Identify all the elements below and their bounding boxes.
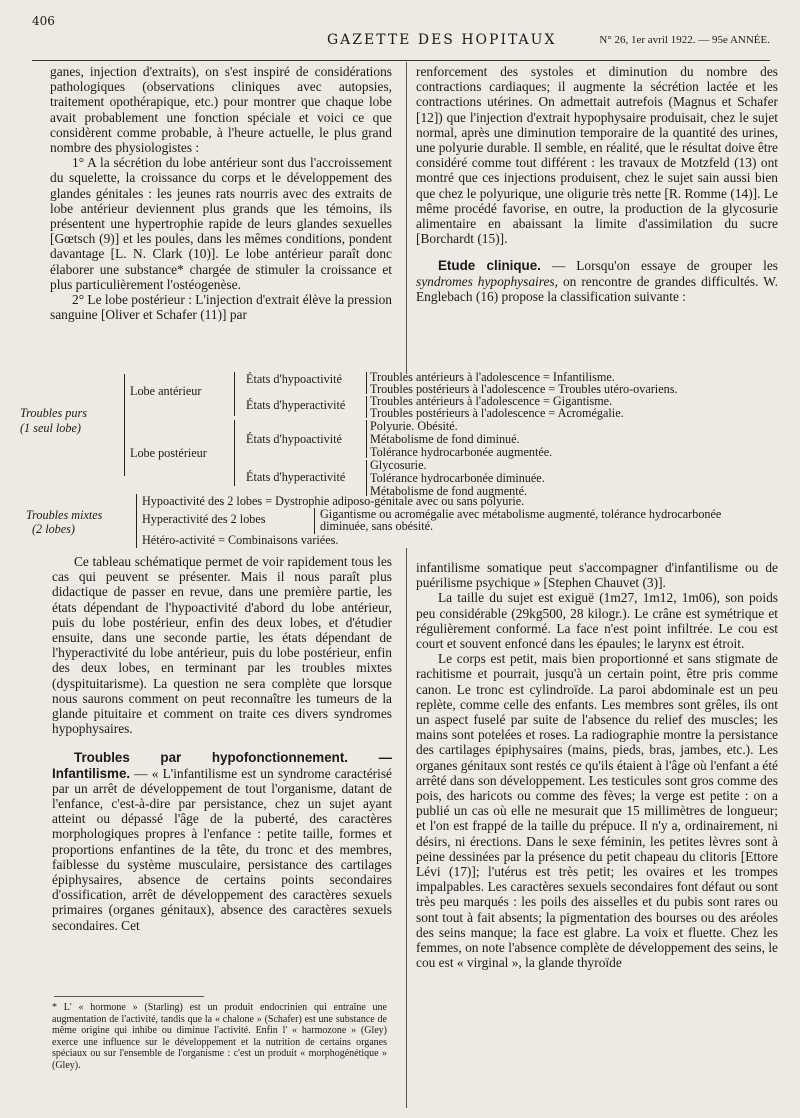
paragraph: ganes, injection d'extraits), on s'est inspiré de considérations pathologiques (observations cliniques avec autopsies, traitement opothérapique, etc.) pour montrer que chaque lobe avait probablement une fonction spéciale et voici ce que considèrent comme probable, à l'heure actuelle, le plus grand nombre des physiologistes : [50, 64, 392, 156]
table-entry: Troubles postérieurs à l'adolescence = Troubles utéro-ovariens. [370, 382, 678, 396]
page-number: 406 [32, 14, 55, 28]
table-caption: (2 lobes) [32, 522, 75, 536]
row-label: États d'hyperactivité [246, 470, 346, 484]
column-divider [406, 548, 407, 1108]
table-entry: Métabolisme de fond diminué. [370, 432, 520, 446]
paragraph [52, 750, 392, 932]
brace [366, 372, 367, 394]
row-label: États d'hypoactivité [246, 372, 342, 386]
brace [314, 508, 315, 534]
table-entry: Métabolisme de fond augmenté. [370, 484, 528, 498]
paragraph: Le corps est petit, mais bien proportionné et sans stigmate de rachitisme et pourrait, jusqu'à un certain point, être pris comme canon. Le tronc est cylindroïde. La paroi abdominale est un peu replète, comme celle des enfants. Les membres sont grêles, ils ont un aspect fuselé par suite de l'absence du relief des muscles; les mains sont potelées et roses. La radiographie montre la persistance des cartilages épiphysaires (mains, pieds, bras, jambes, etc.). Les organes génitaux sont restés ce qu'ils étaient à l'âge où l'enfant a été arrêté dans son développement. Les testicules sont gros comme des pois, des haricots ou comme des fèves; la verge est petite : on a publié un cas où elle ne mesurait que 15 millimètres de longueur; et l'on est frappé de la taille du prépuce. Il n'y a, ordinairement, ni désirs, ni érections. Dans le sexe féminin, les petites lèvres sont à peine dessinées par la présence du petit chapeau du clitoris [Ettore Lévi (17)]; l'utérus est très petit; les ovaires et les trompes impalpables. Les caractères sexuels secondaires font défaut ou sont très peu marqués : les poils des aisselles et du pubis sont rares ou sont tout à fait absents; la pigmentation des bourses ou des aréoles des seins manque; la face est glabre. La voix et fluette. Chez les femmes, on note l'absence complète de développement des seins, le cou est « virginal », la glande thyroïde [416, 651, 778, 971]
table-entry: Polyurie. Obésité. [370, 419, 458, 433]
table-entry: Tolérance hydrocarbonée diminuée. [370, 471, 545, 485]
text-run: — Lorsqu'on essaye de grouper les [540, 258, 778, 274]
table-caption: Troubles purs [20, 406, 87, 420]
emphasis: syndromes hypophysaires, [416, 273, 558, 289]
brace [366, 420, 367, 458]
column-1 [50, 64, 392, 322]
brace [366, 460, 367, 496]
paragraph: 1° A la sécrétion du lobe antérieur sont dus l'accroissement du squelette, la croissance du corps et le développement des glandes génitales : les jeunes rats nourris avec des extraits de lobe antérieur deviennent plus grands que les témoins, ils présentent une hypertrophie rapide de leurs glandes sexuelles [Gœtsch (9)] et les poules, dans les mêmes conditions, pondent davantage [L. N. Clark (10)]. Le lobe antérieur paraît donc élaborer une substance* chargée de stimuler la croissance et plus particulièrement l'ostéogenèse. [50, 155, 392, 292]
text-run: on rencontre de grandes difficultés. W. Englebach (16) propose la classification suivante : [416, 273, 778, 304]
brace [234, 372, 235, 416]
table-entry: Hyperactivité des 2 lobes [142, 512, 266, 526]
row-label: Lobe postérieur [130, 446, 207, 460]
row-label: États d'hypoactivité [246, 432, 342, 446]
row-label: États d'hyperactivité [246, 398, 346, 412]
table-entry: Hétéro-activité = Combinaisons variées. [142, 533, 339, 547]
column-divider [406, 62, 407, 374]
brace [124, 374, 125, 476]
paragraph: 2° Le lobe postérieur : L'injection d'extrait élève la pression sanguine [Oliver et Schafer (11)] par [50, 292, 392, 323]
table-entry: Troubles postérieurs à l'adolescence = Acromégalie. [370, 406, 624, 420]
footnote-rule [54, 996, 204, 997]
table-caption: Troubles mixtes [26, 508, 103, 522]
issue-info: N° 26, 1er avril 1922. — 95e ANNÉE. [599, 34, 770, 46]
row-label: Lobe antérieur [130, 384, 202, 398]
paragraph [416, 258, 778, 304]
table-entry: Troubles antérieurs à l'adolescence = Infantilisme. [370, 370, 615, 384]
column-2 [416, 64, 778, 304]
paragraph: La taille du sujet est exiguë (1m27, 1m12, 1m06), son poids peu considérable (29kg500, 28 kilogr.). Le crâne est symétrique et régulièrement conformé. La face n'est point infiltrée. Le cou est court et souvent enfoncé dans les épaules; le larynx est étroit. [416, 590, 778, 652]
journal-title: GAZETTE DES HOPITAUX [327, 32, 557, 48]
brace [234, 420, 235, 486]
table-caption: (1 seul lobe) [20, 421, 81, 435]
page-header [32, 12, 770, 56]
table-entry: Hypoactivité des 2 lobes = Dystrophie adiposo-génitale avec ou sans polyurie. [142, 494, 525, 508]
text-run: — « L'infantilisme est un syndrome caractérisé par un arrêt de développement de tout l'organisme, datant de l'enfance, c'est-à-dire par persistance, chez un sujet ayant atteint ou dépassé l'âge de la puberté, des caractères morphologiques propres à l'enfance : petite taille, formes et proportions enfantines de la tête, du tronc et des membres, faiblesse du système musculaire, persistance des cartilages épiphysaires, absence de certains points secondaires d'ossification, arrêt de développement des caractères sexuels primaires (organes génitaux), absence des caractères sexuels secondaires. Cet [52, 765, 392, 933]
section-heading: Etude clinique. [438, 258, 541, 274]
classification-table [20, 370, 790, 548]
column-4 [416, 560, 778, 970]
header-rule [32, 60, 770, 61]
brace [136, 494, 137, 548]
table-entry: Gigantisme ou acromégalie avec métabolisme augmenté, tolérance hydrocarbonée diminuée, sans obésité. [320, 507, 722, 533]
paragraph: infantilisme somatique peut s'accompagner d'infantilisme ou de puérilisme psychique » [Stephen Chauvet (3)]. [416, 560, 778, 591]
column-3 [52, 554, 392, 933]
table-entry: Tolérance hydrocarbonée augmentée. [370, 445, 553, 459]
brace [366, 396, 367, 418]
section-heading: Troubles par hypofonctionnement. — Infantilisme. [52, 750, 392, 781]
paragraph: renforcement des systoles et diminution du nombre des contractions cardiaques; il augmente la sécrétion lactée et les contractions utérines. On admettait autrefois (Magnus et Schafer [12]) que l'injection d'extrait hypophysaire produisait, chez le sujet normal, après une diminution temporaire de la quantité des urines, une polyurie durable. Il semble, en réalité, que le résultat doive être considéré comme tout différent : les travaux de Motzfeld (13) ont montré que ces injections produisent, chez le sujet sain aussi bien que chez le polyurique, une oligurie très nette [R. Romme (14)]. Le même procédé favorise, en outre, la production de la glycosurie alimentaire en abaissant la limite d'assimilation du sucre [Borchardt (15)]. [416, 64, 778, 247]
paragraph: Ce tableau schématique permet de voir rapidement tous les cas qui peuvent se présenter. Mais il nous paraît plus didactique de passer en revue, dans une première partie, les états dépendant de l'hypoactivité d'abord du lobe antérieur, puis du lobe postérieur, enfin des deux lobes, et d'étudier ensuite, dans une seconde partie, les états dépendant de l'hyperactivité du lobe antérieur, puis du lobe postérieur, enfin des deux lobes, en terminant par les troubles mixtes (dyspituitarisme). La question ne sera complète que lorsque nous saurons comment on peut reconnaître les tumeurs de la glande pituitaire et comment on traite ces divers syndromes hypophysaires. [52, 554, 392, 737]
table-entry: Glycosurie. [370, 458, 427, 472]
table-entry: Troubles antérieurs à l'adolescence = Gigantisme. [370, 394, 613, 408]
footnote: * L' « hormone » (Starling) est un produit endocrinien qui entraîne une augmentation de l'activité, tandis que la « chalone » (Schafer) est une substance de même origine qui inhibe ou diminue l'activité. Enfin l' « harmozone » (Gley) exerce une influence sur le développement et la nutrition de certains organes spéciaux ou sur l'ensemble de l'organisme : c'est un produit « morphogénétique » (Gley). [52, 1002, 387, 1071]
